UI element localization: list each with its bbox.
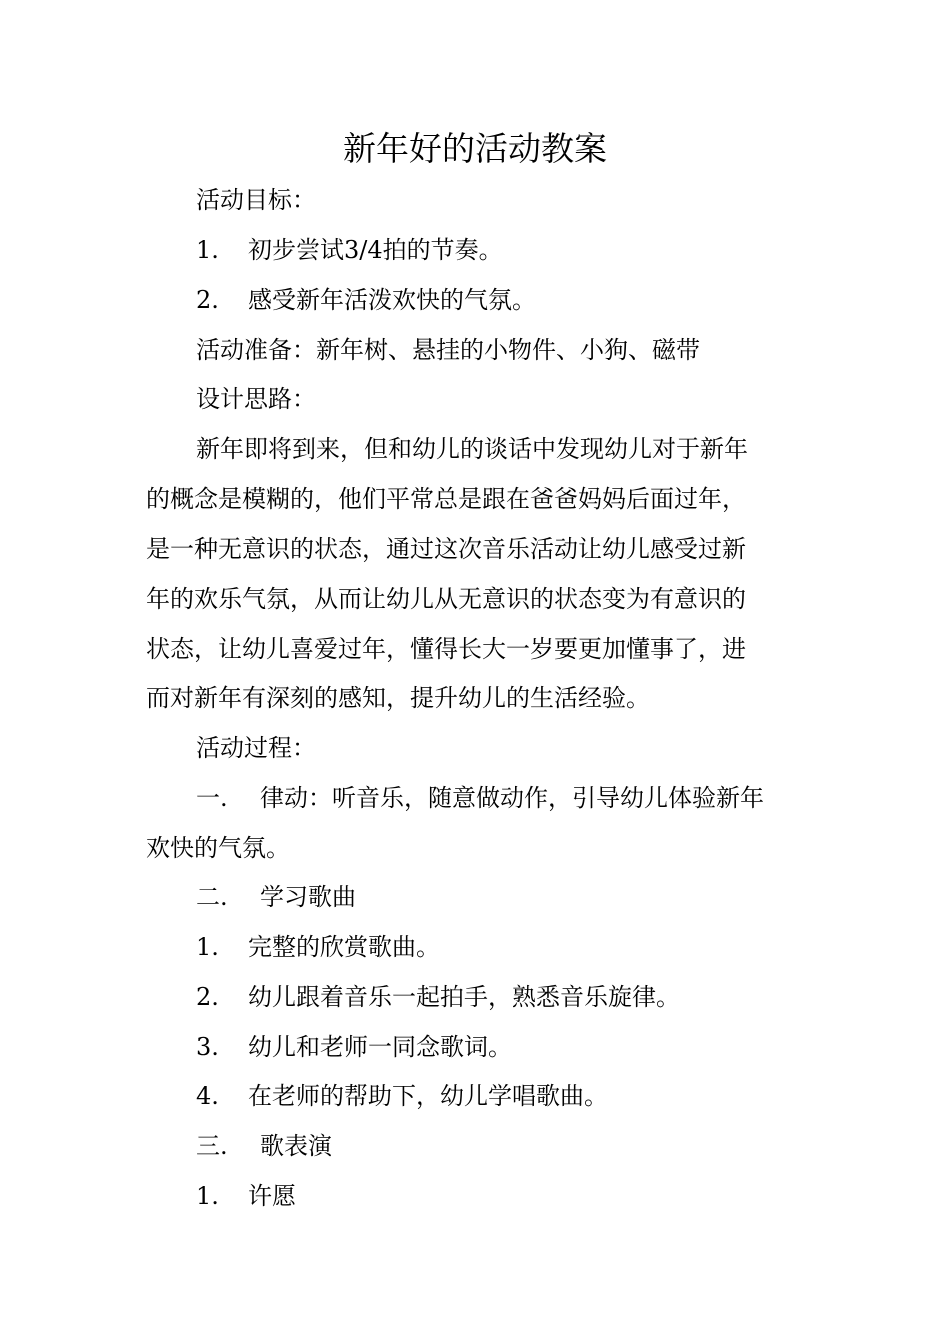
step-number: 三.: [196, 1132, 228, 1160]
item-number: 1.: [196, 933, 219, 961]
item-number: 1.: [196, 1182, 219, 1210]
document-title: 新年好的活动教案: [343, 129, 607, 168]
step-2-item: [196, 982, 680, 1012]
process-step-1: [196, 783, 764, 813]
step-3-item: [196, 1181, 296, 1211]
design-paragraph-line: 新年即将到来，但和幼儿的谈话中发现幼儿对于新年: [196, 435, 748, 463]
goal-item-1: [196, 235, 503, 265]
preparation-line: 活动准备：新年树、悬挂的小物件、小狗、磁带: [196, 336, 700, 364]
step-2-item: [196, 1081, 608, 1111]
design-heading: 设计思路：: [196, 385, 316, 413]
goal-item-2: [196, 285, 536, 315]
step-2-item: [196, 1032, 512, 1062]
design-paragraph-line: 而对新年有深刻的感知，提升幼儿的生活经验。: [146, 684, 650, 712]
goal-item-number: 1.: [196, 236, 219, 264]
step-number: 一.: [196, 784, 228, 812]
item-text: 幼儿和老师一同念歌词。: [248, 1033, 512, 1061]
item-text: 在老师的帮助下，幼儿学唱歌曲。: [248, 1082, 608, 1110]
goal-item-text: 感受新年活泼欢快的气氛。: [248, 286, 536, 314]
process-step-2: [196, 882, 356, 912]
item-number: 2.: [196, 983, 219, 1011]
item-text: 完整的欣赏歌曲。: [248, 933, 440, 961]
step-text: 律动：听音乐，随意做动作，引导幼儿体验新年: [260, 784, 764, 812]
goal-item-number: 2.: [196, 286, 219, 314]
process-heading: 活动过程：: [196, 734, 316, 762]
goal-heading: 活动目标：: [196, 186, 316, 214]
item-number: 3.: [196, 1033, 219, 1061]
item-number: 4.: [196, 1082, 219, 1110]
process-step-3: [196, 1131, 332, 1161]
design-paragraph-line: 年的欢乐气氛，从而让幼儿从无意识的状态变为有意识的: [146, 585, 746, 613]
process-step-1-continuation: 欢快的气氛。: [146, 834, 290, 862]
goal-item-text: 初步尝试3/4拍的节奏。: [248, 236, 503, 264]
design-paragraph-line: 是一种无意识的状态，通过这次音乐活动让幼儿感受过新: [146, 535, 746, 563]
step-2-item: [196, 932, 440, 962]
item-text: 许愿: [248, 1182, 296, 1210]
step-number: 二.: [196, 883, 228, 911]
step-text: 学习歌曲: [260, 883, 356, 911]
design-paragraph-line: 的概念是模糊的，他们平常总是跟在爸爸妈妈后面过年，: [146, 485, 746, 513]
step-text: 歌表演: [260, 1132, 332, 1160]
design-paragraph-line: 状态，让幼儿喜爱过年，懂得长大一岁要更加懂事了，进: [146, 635, 746, 663]
item-text: 幼儿跟着音乐一起拍手，熟悉音乐旋律。: [248, 983, 680, 1011]
